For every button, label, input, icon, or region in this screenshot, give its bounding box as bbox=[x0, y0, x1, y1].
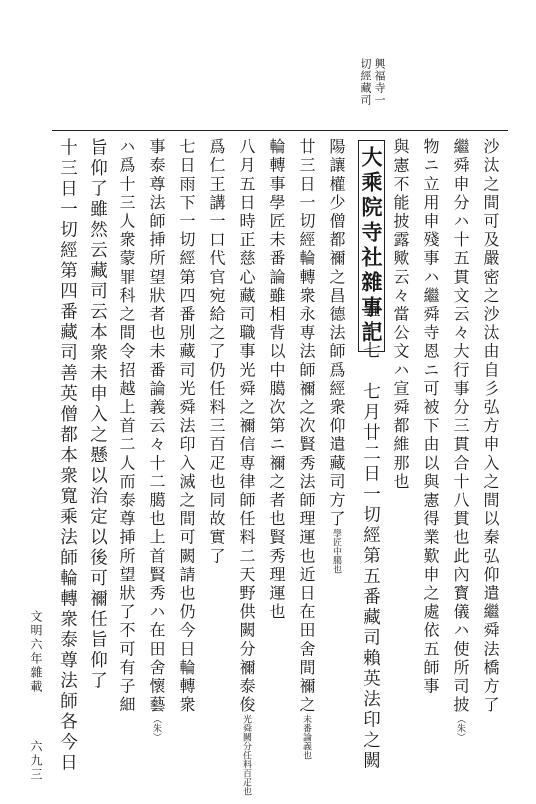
text-column-12 bbox=[148, 138, 164, 742]
page-number: 六九三 bbox=[29, 740, 43, 782]
section-title-continuation: 五十七 七月廿二日一切經第五番藏司賴英法印之闕 bbox=[360, 300, 381, 772]
column-12-annotation: （朱） bbox=[151, 714, 161, 742]
column-9-annotation-1: 光舜闕分 bbox=[241, 714, 251, 751]
column-6-text: 陽讓權少僧都禰之昌德法師爲經衆仰遣藏司方了 bbox=[327, 138, 346, 529]
section-title-box: 大乘院寺社雜事記 bbox=[358, 140, 385, 352]
text-column-7 bbox=[298, 138, 314, 760]
footer-year-label: 文明六年雜載 bbox=[29, 610, 43, 694]
column-9-annotation-2: 任料百疋也 bbox=[241, 750, 251, 796]
column-2-text: 繼舜申分ハ十五貫文云々大行事分三貫合十八貫也此內寳儀ハ使所司披 bbox=[451, 138, 470, 715]
text-column-6 bbox=[328, 138, 344, 574]
text-column-11: 七日雨下一切經第四番別藏司光舜法印入滅之間可闕請也仍今日輪轉衆 bbox=[177, 138, 196, 715]
text-column-13: ハ爲十三人衆蒙罪科之間令招越上首二人而泰尊挿所望狀了不可有子細 bbox=[117, 138, 136, 715]
text-column-14: 旨仰了雖然云藏司云本衆未申入之懸以治定以後可禰任旨仰了 bbox=[87, 138, 108, 692]
column-7-text: 廿三日一切經輪轉衆永専法師禰之次賢秀法師理運也近日在田舍間禰之 bbox=[297, 138, 316, 715]
column-7-annotation: 未番論義也 bbox=[301, 714, 311, 760]
header-rule bbox=[52, 130, 508, 131]
text-column-3: 物ニ立用申殘事ハ繼舜寺恩ニ可被下由以與憲得業歎申之處依五師事 bbox=[421, 138, 440, 696]
text-column-9 bbox=[238, 138, 254, 796]
column-9-text: 八月五日時正慈心藏司職事光舜之禰信専律師任料二天野供闕分禰泰俊 bbox=[237, 138, 256, 715]
column-6-annotation: 學匠中臈也 bbox=[331, 528, 341, 574]
text-column-15: 十三日一切經第四番藏司善英僧都本衆寬乘法師輪轉衆泰尊法師各今日 bbox=[57, 138, 78, 774]
text-column-8: 輪轉事學匠未番論雖相背以中臈次第ニ禰之者也賢秀理運也 bbox=[267, 138, 286, 622]
text-column-4: 與憲不能披露歟云々當公文ハ宣舜都維那也 bbox=[391, 138, 410, 492]
text-column-10: 爲仁王講一口代官宛給之了仍任料三百疋也同故實了 bbox=[207, 138, 226, 566]
text-column-2 bbox=[452, 138, 468, 742]
text-column-1: 沙汰之間可及嚴密之沙汰由自彡弘方申入之間以秦弘仰遣繼舜法橋方了 bbox=[481, 138, 500, 715]
running-header-line-1: 興福寺一 bbox=[373, 58, 386, 106]
running-header-line-2: 切經藏司 bbox=[359, 58, 372, 106]
column-12-text: 事泰尊法師挿所望狀者也未番論義云々十二臈也上首賢秀ハ在田舍懷藝 bbox=[147, 138, 166, 715]
column-2-annotation: （朱） bbox=[455, 714, 465, 742]
